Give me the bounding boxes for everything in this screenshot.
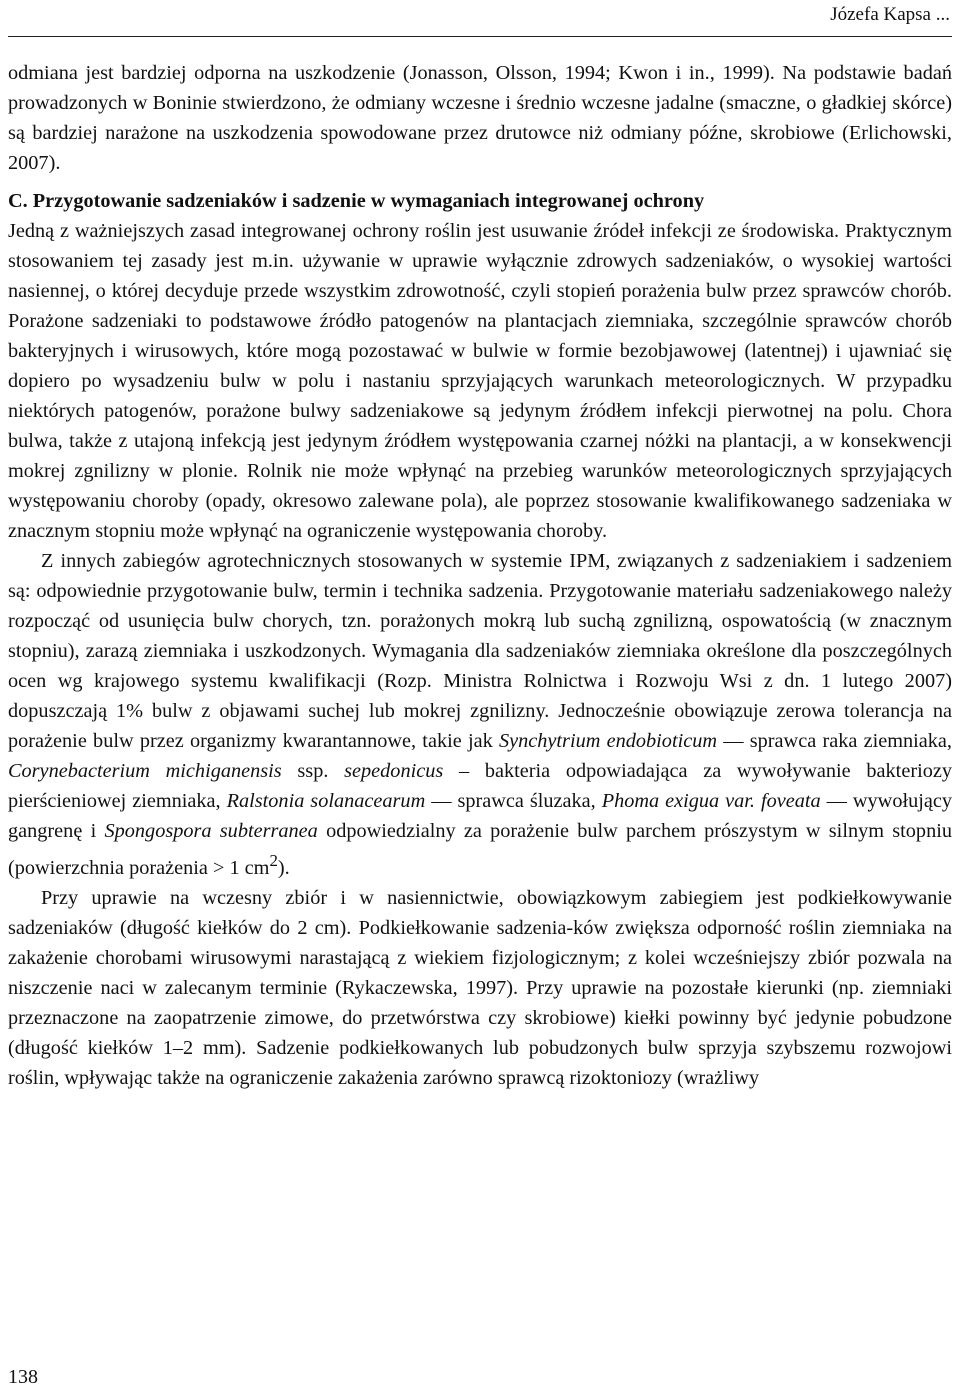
page-body	[8, 58, 952, 1093]
superscript-2: 2	[269, 851, 278, 870]
p3-text-8: ).	[277, 856, 290, 879]
paragraph-1: odmiana jest bardziej odporna na uszkodzenie (Jonasson, Olsson, 1994; Kwon i in., 1999). Na podstawie badań prowadzonych w Boninie stwierdzono, że odmiany wczesne i średnio wczesne jadalne (smaczne, o gładkiej skórce) są bardziej narażone na uszkodzenia spowodowane przez drutowce niż odmiany późne, skrobiowe (Erlichowski, 2007).	[8, 62, 952, 174]
paragraph-3	[8, 546, 952, 883]
p3-text-3: ssp.	[281, 760, 345, 782]
p3-text-2: — sprawca raka ziemniaka,	[717, 730, 952, 752]
paragraph-4: Przy uprawie na wczesny zbiór i w nasiennictwie, obowiązkowym zabiegiem jest podkiełkowywanie sadzeniaków (długość kiełków do 2 cm). Podkiełkowanie sadzenia-ków zwiększa odporność roślin ziemniaka na zakażenie chorobami wirusowymi narastającą z wiekiem fizjologicznym; z kolei wcześniejszy zbiór pozwala na niszczenie naci w zalecanym terminie (Rykaczewska, 1997). Przy uprawie na pozostałe kierunki (np. ziemniaki przeznaczone na zaopatrzenie zimowe, do przetwórstwa czy skrobiowe) kiełki powinny być jedynie pobudzone (długość kiełków 1–2 mm). Sadzenie podkiełkowanych lub pobudzonych bulw sprzyja szybszemu rozwojowi roślin, wpływając także na ograniczenie zakażenia zarówno sprawcą rizoktoniozy (wrażliwy	[8, 886, 952, 1089]
species-corynebacterium: Corynebacterium michiganensis	[8, 760, 282, 782]
species-spongospora: Spongospora subterranea	[104, 820, 318, 842]
species-synchytrium: Synchytrium endobioticum	[498, 730, 717, 752]
p3-text-6: — wywołujący gangrenę i	[8, 790, 953, 842]
page-number: 138	[8, 1366, 38, 1388]
species-ralstonia: Ralstonia solanacearum	[226, 790, 426, 812]
p3-text-1: Z innych zabiegów agrotechnicznych stosowanych w systemie IPM, związanych z sadzeniakiem i sadzeniem są: odpowiednie przygotowanie bulw, termin i technika sadzenia. Przygotowanie materiału sadzeniakowego należy rozpocząć od usunięcia bulw chorych, tzn. porażonych mokrą lub suchą zgnilizną, ospowatością (w znacznym stopniu), zarazą ziemniaka i uszkodzonych. Wymagania dla sadzeniaków ziemniaka określone dla poszczególnych ocen wg krajowego systemu kwalifikacji (Rozp. Ministra Rolnictwa i Rozwoju Wsi z dn. 1 lutego 2007) dopuszczają 1% bulw z objawami suchej lub mokrej zgnilizny. Jednocześnie obowiązuje zerowa tolerancja na porażenie bulw przez organizmy kwarantannowe, takie jak	[8, 550, 952, 752]
paragraph-2: Jedną z ważniejszych zasad integrowanej ochrony roślin jest usuwanie źródeł infekcji ze środowiska. Praktycznym stosowaniem tej zasady jest m.in. używanie w uprawie wyłącznie zdrowych sadzeniaków, o wysokiej wartości nasiennej, o której decyduje przede wszystkim zdrowotność, czyli stopień porażenia bulw przez sprawców chorób. Porażone sadzeniaki to podstawowe źródło patogenów na plantacjach ziemniaka, szczególnie sprawców chorób bakteryjnych i wirusowych, które mogą pozostawać w bulwie w formie bezobjawowej (latentnej) i ujawniać się dopiero po wysadzeniu bulw w polu i nastaniu sprzyjających warunkach meteorologicznych. W przypadku niektórych patogenów, porażone bulwy sadzeniakowe są jedynym źródłem infekcji pierwotnej na polu. Chora bulwa, także z utajoną infekcją jest jedynym źródłem występowania czarnej nóżki na plantacji, a w konsekwencji mokrej zgnilizny w plonie. Rolnik nie może wpłynąć na przebieg warunków meteorologicznych sprzyjających występowaniu choroby (opady, okresowo zalewane pola), ale poprzez stosowanie kwalifikowanego sadzeniaka w znacznym stopniu może wpłynąć na ograniczenie występowania choroby.	[8, 220, 952, 542]
p3-text-5: — sprawca śluzaka,	[425, 790, 602, 812]
p3-text-7: odpowiedzialny za porażenie bulw parchem prószystym w silnym stopniu (powierzchnia porażenia > 1 cm	[8, 820, 952, 879]
header-rule	[8, 36, 952, 37]
section-heading: C. Przygotowanie sadzeniaków i sadzenie w wymaganiach integrowanej ochrony	[8, 190, 705, 212]
species-sepedonicus: sepedonicus	[344, 760, 444, 782]
species-phoma: Phoma exigua var. foveata	[601, 790, 821, 812]
p3-text-4: – bakteria odpowiadająca za wywoływanie bakteriozy pierścieniowej ziemniaka,	[8, 760, 952, 812]
running-header: Józefa Kapsa ...	[830, 4, 950, 25]
